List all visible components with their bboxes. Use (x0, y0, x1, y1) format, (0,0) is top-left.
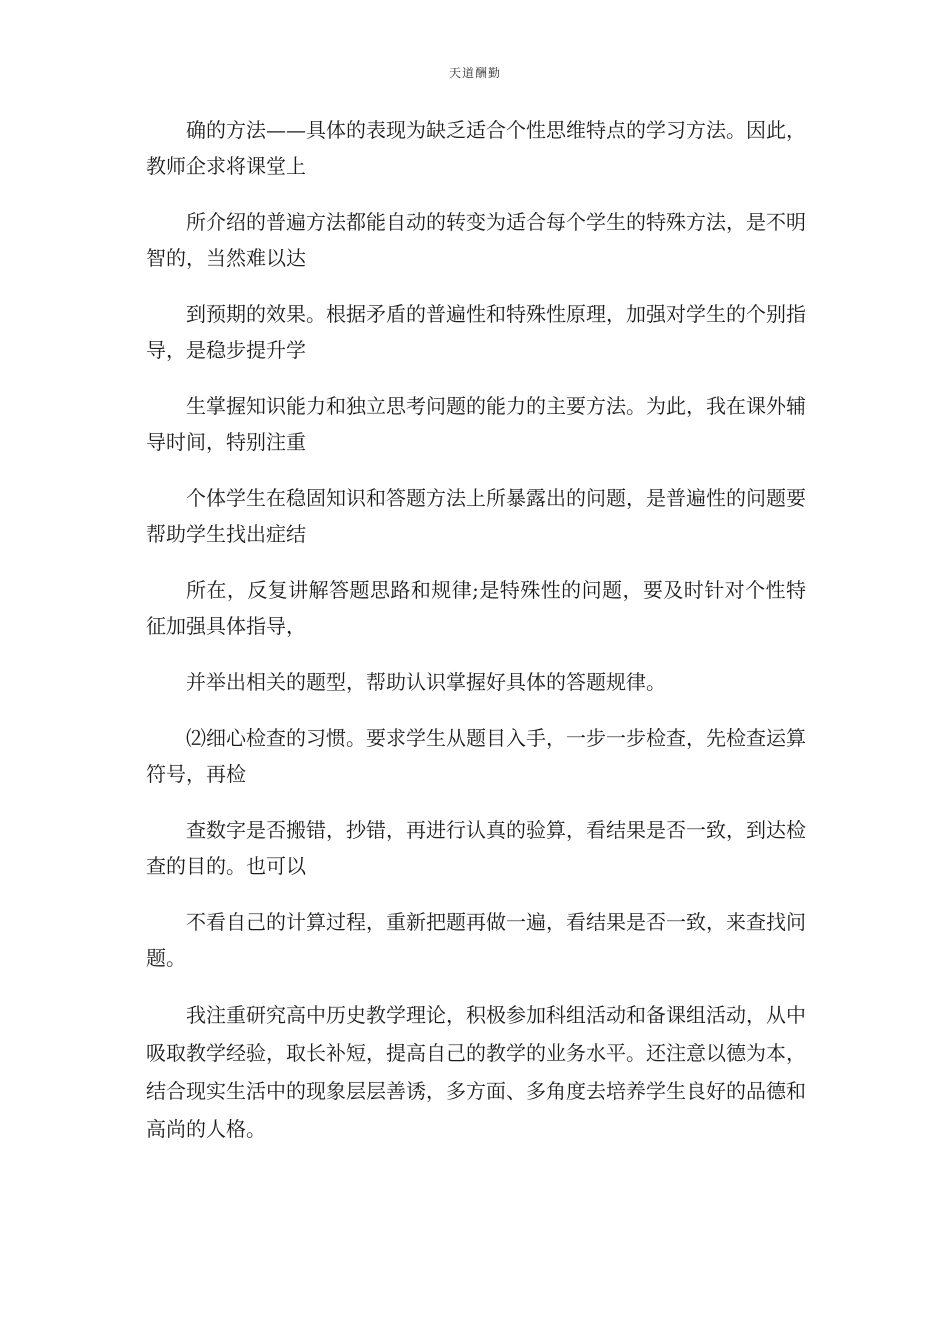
paragraph: 到预期的效果。根据矛盾的普遍性和特殊性原理，加强对学生的个别指导，是稳步提升学 (146, 302, 806, 362)
paragraph: 生掌握知识能力和独立思考问题的能力的主要方法。为此，我在课外辅导时间，特别注重 (146, 394, 806, 454)
paragraph: ⑵细心检查的习惯。要求学生从题目入手，一步一步检查，先检查运算符号，再检 (146, 726, 806, 786)
paragraph: 所介绍的普遍方法都能自动的转变为适合每个学生的特殊方法，是不明智的，当然难以达 (146, 210, 806, 270)
paragraph: 查数字是否搬错，抄错，再进行认真的验算，看结果是否一致，到达检查的目的。也可以 (146, 818, 806, 878)
paragraph: 确的方法——具体的表现为缺乏适合个性思维特点的学习方法。因此，教师企求将课堂上 (146, 118, 806, 178)
paragraph: 个体学生在稳固知识和答题方法上所暴露出的问题，是普遍性的问题要帮助学生找出症结 (146, 486, 806, 546)
paragraph: 我注重研究高中历史教学理论，积极参加科组活动和备课组活动，从中吸取教学经验，取长补短，提高自己的教学的业务水平。还注意以德为本，结合现实生活中的现象层层善诱，多方面、多角度去培养学生良好的品德和高尚的人格。 (146, 1003, 806, 1141)
document-body (146, 112, 806, 1168)
page-header: 天道酬勤 (448, 66, 501, 80)
paragraph: 不看自己的计算过程，重新把题再做一遍，看结果是否一致，来查找问题。 (146, 910, 806, 970)
paragraph: 所在，反复讲解答题思路和规律;是特殊性的问题，要及时针对个性特征加强具体指导， (146, 578, 806, 638)
paragraph: 并举出相关的题型，帮助认识掌握好具体的答题规律。 (186, 670, 666, 694)
